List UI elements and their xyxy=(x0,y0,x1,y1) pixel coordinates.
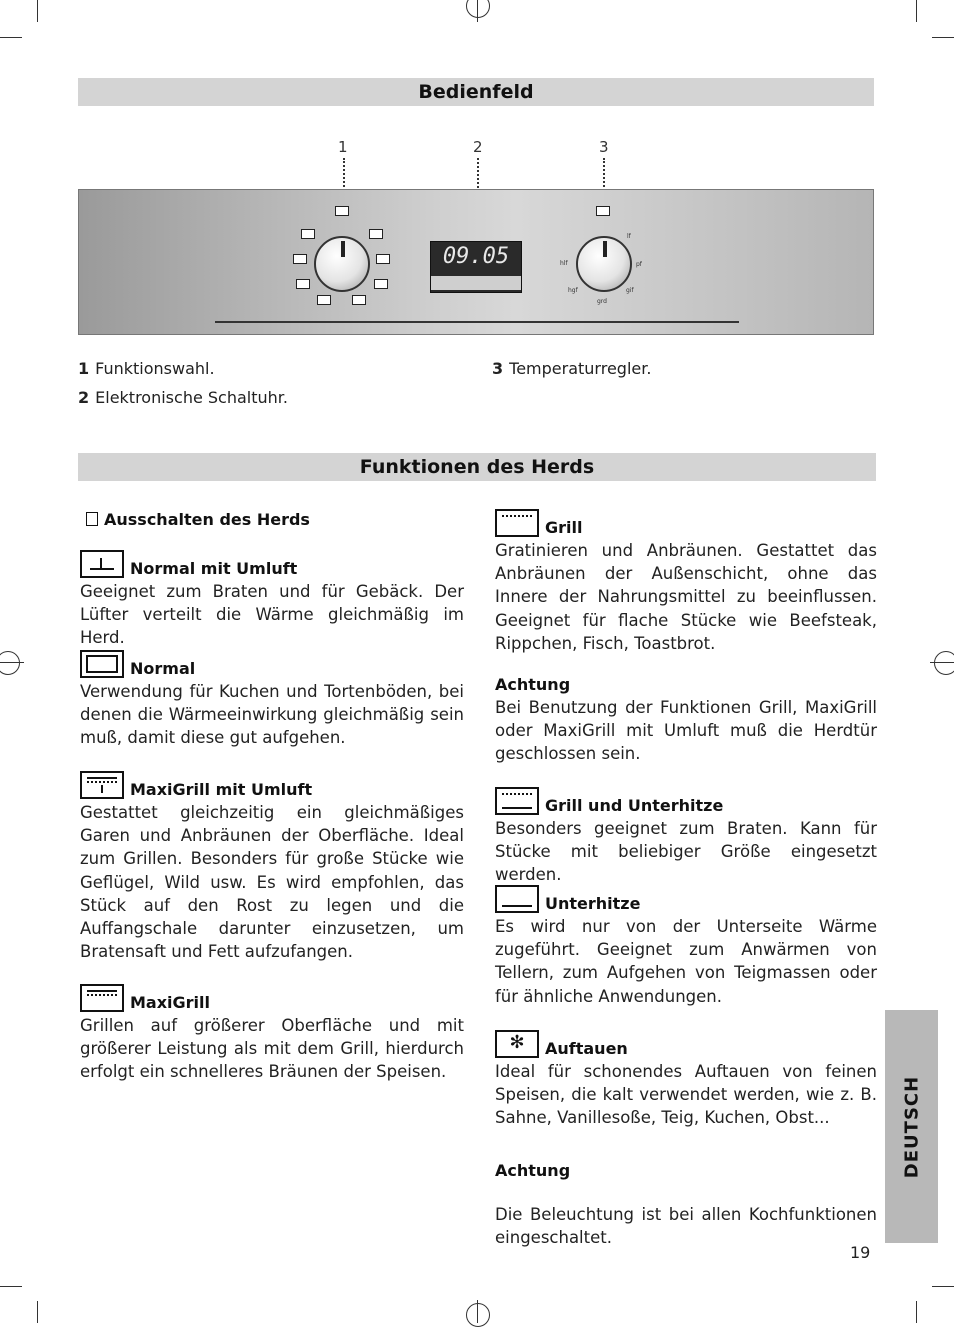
electronic-timer-display xyxy=(430,241,522,293)
function-heading-text: Ausschalten des Herds xyxy=(104,510,310,529)
function-heading-text: Normal mit Umluft xyxy=(130,559,298,578)
maxigrill-icon xyxy=(352,295,366,305)
callout-3: 3 xyxy=(599,138,609,156)
function-heading xyxy=(86,510,470,529)
function-heading-text: Unterhitze xyxy=(545,894,641,913)
crop-mark xyxy=(37,1301,38,1323)
function-grill xyxy=(495,509,877,655)
function-unterhitze xyxy=(495,885,877,1008)
legend-text: Funktionswahl. xyxy=(95,359,215,378)
registration-mark xyxy=(477,1300,478,1323)
temp-label-grd: grd xyxy=(597,298,607,305)
panel-rail xyxy=(215,321,739,323)
function-description: Geeignet zum Braten und für Gebäck. Der Lüfter verteilt die Wärme gleichmäßig im Herd. xyxy=(80,582,464,648)
function-description: Ideal für schonendes Auftauen von feinen Speisen, die kalt verwendet werden, wie z. B. Sahne, Vanillesoße, Teig, Kuchen, Obst... xyxy=(495,1062,877,1128)
note-heading xyxy=(495,1161,877,1180)
note-achtung-2 xyxy=(495,1161,877,1180)
function-description: Verwendung für Kuchen und Tortenböden, bei denen die Wärmeeinwirkung gleichmäßig sein muß, damit diese gut aufgehen. xyxy=(80,682,464,748)
temp-label-hlf: hlf xyxy=(560,260,568,267)
legend-number: 1 xyxy=(78,359,90,378)
defrost-icon xyxy=(301,229,315,239)
function-heading xyxy=(495,509,877,537)
section-title-funktionen: Funktionen des Herds xyxy=(78,453,876,481)
function-normal-umluft xyxy=(80,550,464,650)
timer-buttons xyxy=(431,276,521,290)
function-maxigrill xyxy=(80,984,464,1084)
legend-item-1 xyxy=(78,359,215,378)
note-heading xyxy=(495,675,877,694)
page-number: 19 xyxy=(850,1243,871,1262)
function-heading-text: Auftauen xyxy=(545,1039,628,1058)
function-grill-unterhitze xyxy=(495,787,877,887)
temp-label-pf: pf xyxy=(636,261,642,268)
legend-item-2 xyxy=(78,388,288,407)
temp-label-gif: gif xyxy=(626,287,634,294)
registration-mark xyxy=(930,662,954,663)
registration-mark xyxy=(934,651,954,675)
function-heading-text: Normal xyxy=(130,659,196,678)
off-icon xyxy=(335,206,349,216)
temp-label-hgf: hgf xyxy=(568,287,578,294)
note-text: Die Beleuchtung ist bei allen Kochfunktionen eingeschaltet. xyxy=(495,1205,877,1248)
clock-digits: 09.05 xyxy=(442,244,510,269)
bottom-heat-icon xyxy=(495,885,539,913)
crop-mark xyxy=(932,1286,954,1287)
legend-item-3 xyxy=(492,359,651,378)
crop-mark xyxy=(0,1286,22,1287)
registration-mark xyxy=(466,1303,490,1327)
note-beleuchtung xyxy=(495,1201,877,1249)
maxigrill-fan-icon xyxy=(80,771,124,799)
function-heading xyxy=(80,650,464,678)
grill-bottom-heat-icon xyxy=(296,279,310,289)
fan-heat-icon xyxy=(80,550,124,578)
function-heading xyxy=(495,885,877,913)
function-heading xyxy=(80,984,464,1012)
crop-mark xyxy=(37,0,38,22)
language-tab-label: DEUTSCH xyxy=(901,1075,922,1178)
language-tab xyxy=(885,1010,938,1243)
note-text: Bei Benutzung der Funktionen Grill, MaxiGrill oder MaxiGrill mit Umluft muß die Herdtür geschlossen sein. xyxy=(495,698,877,764)
function-heading-text: Grill und Unterhitze xyxy=(545,796,724,815)
legend-text: Temperaturregler. xyxy=(509,359,652,378)
registration-mark xyxy=(0,662,24,663)
off-icon xyxy=(86,512,98,526)
function-off xyxy=(86,510,470,529)
callout-1: 1 xyxy=(338,138,348,156)
crop-mark xyxy=(916,1301,917,1323)
crop-mark xyxy=(932,37,954,38)
crop-mark xyxy=(0,37,22,38)
note-heading-text: Achtung xyxy=(495,1161,571,1180)
grill-icon xyxy=(317,295,331,305)
legend-number: 3 xyxy=(492,359,504,378)
function-description: Es wird nur von der Unterseite Wärme zugeführt. Geeignet zum Anwärmen von Tellern, zum Aufgehen von Teigmassen oder für ähnliche Anwendungen. xyxy=(495,917,877,1006)
legend-text: Elektronische Schaltuhr. xyxy=(95,388,288,407)
bottom-heat-icon xyxy=(293,254,307,264)
grill-bottom-heat-icon xyxy=(495,787,539,815)
temp-label-lf: lf xyxy=(627,233,631,240)
function-description: Gratinieren und Anbräunen. Gestattet das Anbräunen der Außenschicht, ohne das Innere der Nahrungsmittel zu beeinflussen. Geeignet für flache Stücke wie Beefsteak, Rippchen, Fisch, Toastbrot. xyxy=(495,541,877,653)
function-maxigrill-umluft xyxy=(80,771,464,963)
top-bottom-heat-icon xyxy=(376,254,390,264)
function-heading xyxy=(80,771,464,799)
thermometer-icon xyxy=(596,206,610,216)
grill-icon xyxy=(495,509,539,537)
registration-mark xyxy=(477,0,478,22)
top-bottom-heat-icon xyxy=(80,650,124,678)
note-achtung-1 xyxy=(495,675,877,766)
function-description: Besonders geeignet zum Braten. Kann für Stücke mit beliebiger Größe eingesetzt werden. xyxy=(495,819,877,885)
function-heading xyxy=(495,1030,877,1058)
section-title-bedienfeld: Bedienfeld xyxy=(78,78,874,106)
maxigrill-fan-icon xyxy=(374,279,388,289)
function-heading-text: MaxiGrill mit Umluft xyxy=(130,780,313,799)
function-description: Gestattet gleichzeitig ein gleichmäßiges Garen und Anbräunen der Oberfläche. Ideal zum Grillen. Besonders für große Stücke wie Geflügel, Wild usw. Es wird empfohlen, das Stück auf den Rost zu legen und die Auffangschale darunter einzusetzen, um Bratensaft und Fett aufzufangen. xyxy=(80,803,464,962)
function-heading xyxy=(80,550,464,578)
callout-2: 2 xyxy=(473,138,483,156)
registration-mark xyxy=(466,0,490,18)
registration-mark xyxy=(0,651,20,675)
legend-number: 2 xyxy=(78,388,90,407)
fan-heat-icon xyxy=(369,229,383,239)
crop-mark xyxy=(916,0,917,22)
function-auftauen xyxy=(495,1030,877,1130)
function-description: Grillen auf größerer Oberfläche und mit größerer Leistung als mit dem Grill, hierdurch erfolgt ein schnelleres Bräunen der Speisen. xyxy=(80,1016,464,1082)
temperature-knob xyxy=(576,236,632,292)
maxigrill-icon xyxy=(80,984,124,1012)
function-heading-text: MaxiGrill xyxy=(130,993,210,1012)
note-heading-text: Achtung xyxy=(495,675,571,694)
function-selector-knob xyxy=(314,236,370,292)
defrost-icon: ✻ xyxy=(495,1030,539,1058)
function-heading-text: Grill xyxy=(545,518,583,537)
function-normal xyxy=(80,650,464,750)
function-heading xyxy=(495,787,877,815)
